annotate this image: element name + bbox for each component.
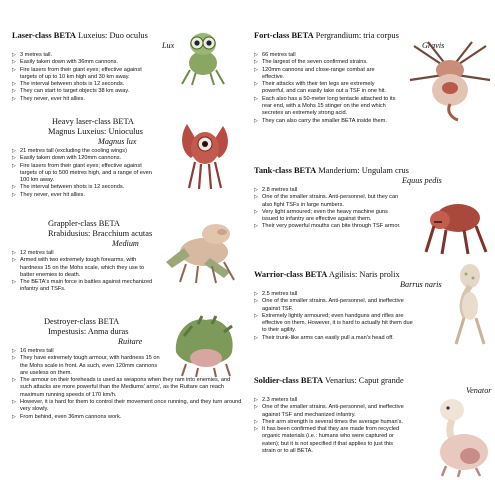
bullet: ▷ One of the smaller strains. Anti-personnel, and ineffective against TSF and mechanized infantry. — [254, 404, 404, 419]
bullet: ▷ Their very powerful mouths can bite through TSF armor. — [254, 223, 404, 230]
warrior-class-illustration — [446, 262, 494, 346]
tank-class-illustration — [420, 192, 494, 256]
bullet: ▷ 2.8 metres tall — [254, 187, 404, 194]
entry-latin-name: Magnus lux — [98, 137, 137, 146]
entry-title: Laser-class BETA Luxeius: Duo oculus — [12, 31, 148, 40]
bullet: ▷ Easily taken down with 120mm cannons. — [12, 155, 158, 162]
bullet: ▷ However, it is hard for them to control their movement once running, and they turn around very slowly. — [12, 399, 242, 414]
soldier-class-illustration — [426, 396, 494, 478]
bullet: ▷ One of the smaller strains. Anti-personnel, but they can also fight TSFs in large numbers. — [254, 194, 404, 209]
bullet: ▷ Each also has a 50-meter long tentacle attached to its rear end, with a Mohs 15 stinger on the end which secretes an extremely strong acid. — [254, 96, 398, 118]
bullet: ▷ Extremely lightly armoured; even handguns and rifles are effective on them. However, it is hard to actually hit them due to their agility. — [254, 313, 414, 335]
bullet: ▷ The largest of the seven confirmed strains. — [254, 59, 398, 66]
destroyer-class-illustration — [170, 312, 240, 378]
bullet: ▷ They never, ever hit allies. — [12, 96, 154, 103]
entry-bullets — [254, 187, 404, 231]
right-column — [254, 0, 494, 480]
entry-bullets — [12, 250, 154, 294]
bullet: ▷ 16 metres tall — [12, 348, 160, 355]
bullet: ▷ 2.5 metres tall — [254, 291, 414, 298]
bullet: ▷ The BETA's main force in battles against mechanized infantry and TSFs. — [12, 279, 154, 294]
entry-bullets — [12, 52, 154, 103]
bullet: ▷ Their arm strength is several times the average human's. — [254, 419, 404, 426]
bullet: ▷ Fire lasers from their giant eyes; effective against targets of up to 10 km high and 30 km away. — [12, 67, 154, 82]
entry-title: Heavy laser-class BETA — [52, 117, 134, 126]
entry-title: Fort-class BETA Pergrandium: tria corpus — [254, 31, 399, 40]
entry-subtitle: Impestusis: Anma duras — [48, 327, 129, 336]
bullet: ▷ Very light armoured; even the heavy machine guns issued to infantry are effective against them. — [254, 209, 404, 224]
bullet: ▷ It has been confirmed that they are made from recycled organic materials (i.e.: humans who were captured or eaten); but it is not specified if that applies to just this strain or to all BETA. — [254, 426, 404, 455]
laser-class-illustration — [178, 30, 228, 86]
bullet: ▷ 3 metres tall. — [12, 52, 154, 59]
bullet: ▷ They can also carry the smaller BETA inside them. — [254, 118, 398, 125]
entry-bullets — [254, 291, 414, 342]
entry-latin-name: Medium — [112, 239, 139, 248]
bullet: ▷ The interval between shots is 12 seconds. — [12, 81, 154, 88]
entry-title: Soldier-class BETA Venarius: Caput grande — [254, 376, 404, 385]
bullet: ▷ The interval between shots is 12 seconds. — [12, 184, 158, 191]
bullet: ▷ Their attacks with their ten legs are extremely powerful, and can easily take out a TSF in one hit. — [254, 81, 398, 96]
bullet: ▷ The armour on their foreheads is used as weapons when they ram into enemies, and such attacks are more powerful than the Mediums' arms', as the Ruitare can reach maximum running speeds of 170 km/h. — [12, 377, 242, 399]
grappler-class-illustration — [164, 212, 246, 284]
bullet: ▷ 120mm cannons and close-range combat are effective. — [254, 67, 398, 82]
entry-latin-name: Venator — [466, 386, 492, 395]
entry-bullets — [254, 397, 404, 455]
entry-latin-name: Ruitare — [118, 337, 143, 346]
bullet: ▷ Easily taken down with 36mm cannons. — [12, 59, 154, 66]
entry-title: Tank-class BETA Manderium: Ungulam crus — [254, 166, 409, 175]
bullet: ▷ They can start to target objects 38 km away. — [12, 88, 154, 95]
bullet: ▷ 66 metres tall — [254, 52, 398, 59]
entry-latin-name: Lux — [162, 41, 175, 50]
entry-subtitle: Magnus Luxeius: Unioculus — [48, 127, 143, 136]
bullet: ▷ 21 metres tall (excluding the cooling wings) — [12, 148, 158, 155]
left-column — [12, 0, 252, 480]
entry-subtitle: Rrabidusius: Bracchium acutas — [48, 229, 153, 238]
entry-bullets — [254, 52, 398, 125]
bullet: ▷ They have extremely tough armour, with hardness 15 on the Mohs scale in front. As such, even 120mm cannons are useless on them. — [12, 355, 160, 377]
entry-latin-name: Gravis — [422, 41, 445, 50]
entry-title: Grappler-class BETA — [48, 219, 120, 228]
bullet: ▷ 12 metres tall — [12, 250, 154, 257]
entry-latin-name: Equus pedis — [402, 176, 442, 185]
entry-bullets — [12, 148, 158, 199]
bullet: ▷ 2.3 meters tall — [254, 397, 404, 404]
entry-title: Destroyer-class BETA — [44, 317, 120, 326]
bullet: ▷ One of the smaller strains. Anti-personnel, and ineffective against TSF. — [254, 298, 414, 313]
bullet: ▷ They never, ever hit allies. — [12, 192, 158, 199]
bullet: ▷ Fire lasers from their giant eyes; effective against targets of up to 500 metres high, and a range of even 100 km away. — [12, 163, 158, 185]
bullet: ▷ Armed with two extremely tough forearms, with hardness 15 on the Mohs scale, which they use to batter enemies to death. — [12, 257, 154, 279]
entry-latin-name: Barrus naris — [400, 280, 442, 289]
bullet: ▷ From behind, even 36mm cannons work. — [12, 414, 242, 421]
entry-title: Warrior-class BETA Agilisis: Naris prolix — [254, 270, 400, 279]
heavy-laser-class-illustration — [177, 118, 233, 190]
bullet: ▷ Their trunk-like arms can easily pull a man's head off. — [254, 335, 414, 342]
fort-class-illustration — [406, 40, 494, 122]
